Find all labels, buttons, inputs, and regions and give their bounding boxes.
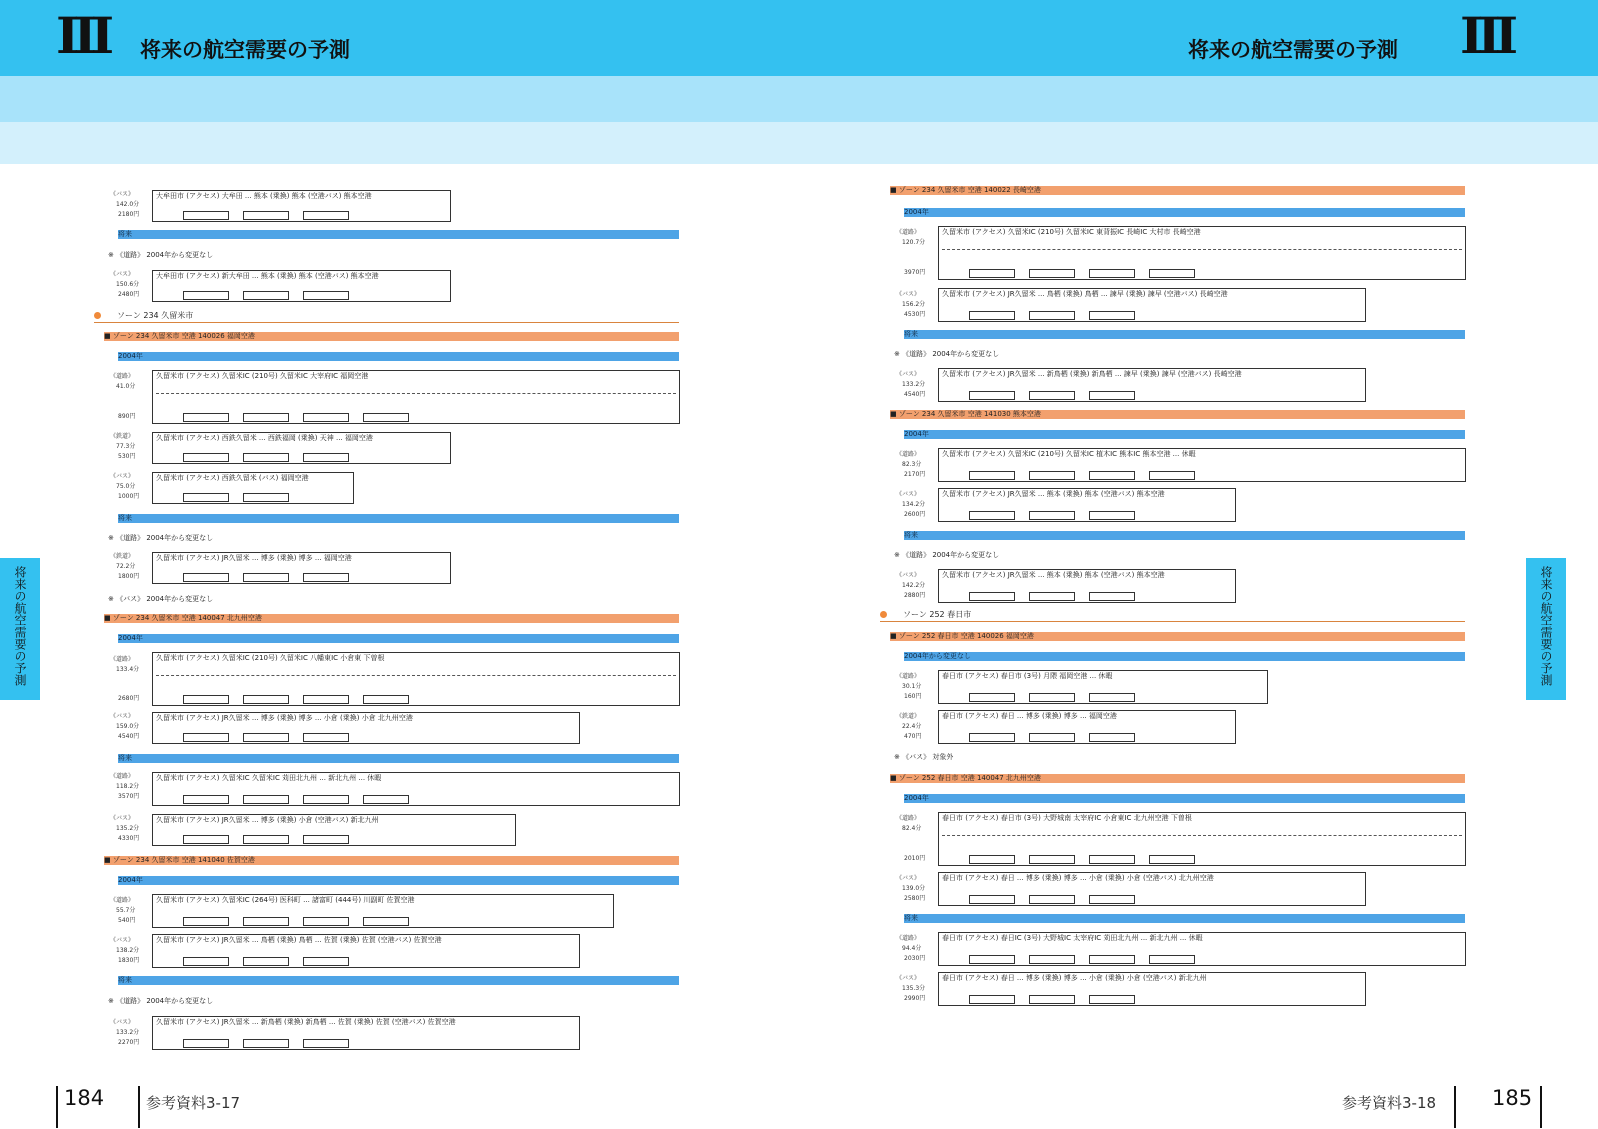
- route-cost: 1830円: [118, 957, 140, 964]
- route-text: 春日市 (アクセス) 春日市 (3号) 月隈 福岡空港 ... 休暇: [942, 672, 1113, 680]
- section-bar-blue: 将来: [118, 230, 679, 239]
- zone-label: ソーン 234 久留米市: [117, 311, 194, 320]
- route-box: [152, 190, 451, 222]
- route-divider: [942, 835, 1462, 836]
- route-mode: 《バス》: [110, 1019, 135, 1026]
- route-text: 久留米市 (アクセス) JR久留米 ... 熊本 (乗換) 熊本 (空港バス) 熊本空港: [942, 571, 1165, 579]
- route-box: [152, 270, 451, 302]
- route-cells: [969, 391, 1135, 399]
- section-bar-orange: ■ ゾーン 234 久留米市 空港 140047 北九州空港: [104, 614, 679, 623]
- route-cells: [183, 695, 409, 703]
- route-cells: [969, 311, 1135, 319]
- route-cells: [183, 493, 289, 501]
- section-bar-orange: ■ ゾーン 252 春日市 空港 140047 北九州空港: [890, 774, 1465, 783]
- route-text: 久留米市 (アクセス) 久留米IC (210号) 久留米IC 大宰府IC 福岡空港: [156, 372, 369, 380]
- section-bar-blue: 2004年: [904, 430, 1465, 439]
- route-box: [152, 1016, 580, 1050]
- footer-rule-right: [1454, 1086, 1456, 1128]
- route-text: 春日市 (アクセス) 春日IC (3号) 大野城IC 太宰府IC 苅田北九州 ... 新北九州 ... 休暇: [942, 934, 1203, 942]
- route-cost: 4330円: [118, 835, 140, 842]
- route-box: [938, 932, 1466, 966]
- route-cost: 2030円: [904, 955, 926, 962]
- section-bar-blue: 将来: [118, 754, 679, 763]
- route-mode: 《道路》: [896, 935, 921, 942]
- route-text: 久留米市 (アクセス) 久留米IC (210号) 久留米IC 植木IC 熊本IC 熊本空港 ... 休暇: [942, 450, 1196, 458]
- section-bar-blue: 将来: [118, 976, 679, 985]
- route-time: 133.2分: [116, 1029, 140, 1036]
- zone-bullet-icon: [880, 611, 887, 618]
- route-cells: [969, 733, 1135, 741]
- route-cost: 4540円: [904, 391, 926, 398]
- section-bar-blue: 2004年: [904, 794, 1465, 803]
- route-cost: 470円: [904, 733, 922, 740]
- page-title-right: 将来の航空需要の予測: [1188, 38, 1398, 62]
- route-time: 55.7分: [116, 907, 136, 914]
- zone-bullet-icon: [94, 312, 101, 319]
- section-bar-orange: ■ ゾーン 234 久留米市 空港 140022 長崎空港: [890, 186, 1465, 195]
- route-box: [938, 368, 1366, 402]
- route-time: 139.0分: [902, 885, 926, 892]
- header-subband-light: [0, 122, 1598, 164]
- route-cost: 2170円: [904, 471, 926, 478]
- route-text: 久留米市 (アクセス) 久留米IC (210号) 久留米IC 東背振IC 長崎IC 大村市 長崎空港: [942, 228, 1201, 236]
- route-text: 久留米市 (アクセス) JR久留米 ... 新鳥栖 (乗換) 新鳥栖 ... 佐賀 (乗換) 佐賀 (空港バス) 佐賀空港: [156, 1018, 456, 1026]
- route-text: 春日市 (アクセス) 春日市 (3号) 大野城南 太宰府IC 小倉東IC 北九州空港 下曽根: [942, 814, 1192, 822]
- route-box: [938, 812, 1466, 866]
- route-mode: 《バス》: [896, 975, 921, 982]
- route-box: [938, 488, 1236, 522]
- route-time: 41.0分: [116, 383, 136, 390]
- section-bar-blue: 2004年: [118, 876, 679, 885]
- route-mode: 《道路》: [110, 656, 135, 663]
- route-cells: [183, 211, 349, 219]
- route-text: 久留米市 (アクセス) 西鉄久留米 ... 西鉄福岡 (乗換) 天神 ... 福岡空港: [156, 434, 373, 442]
- route-time: 72.2分: [116, 563, 136, 570]
- route-cost: 530円: [118, 453, 136, 460]
- route-cells: [183, 1039, 349, 1047]
- route-box: [938, 288, 1366, 322]
- route-divider: [156, 393, 676, 394]
- route-box: [152, 934, 580, 968]
- route-time: 120.7分: [902, 239, 926, 246]
- route-cost: 2010円: [904, 855, 926, 862]
- route-mode: 《バス》: [896, 291, 921, 298]
- note-text: ※ 《道路》 2004年から変更なし: [894, 551, 1000, 559]
- route-cost: 2880円: [904, 592, 926, 599]
- route-cost: 1800円: [118, 573, 140, 580]
- section-bar-blue: 2004年: [118, 634, 679, 643]
- route-box: [152, 472, 354, 504]
- route-text: 大牟田市 (アクセス) 新大牟田 ... 熊本 (乗換) 熊本 (空港バス) 熊本空港: [156, 272, 379, 280]
- route-mode: 《バス》: [110, 937, 135, 944]
- route-text: 久留米市 (アクセス) 久留米IC (210号) 久留米IC 八幡東IC 小倉東 下曽根: [156, 654, 385, 662]
- route-mode: 《バス》: [110, 271, 135, 278]
- route-time: 77.3分: [116, 443, 136, 450]
- header-subband: [0, 76, 1598, 122]
- route-mode: 《バス》: [110, 191, 135, 198]
- route-cells: [969, 955, 1195, 963]
- section-bar-blue: 将来: [118, 514, 679, 523]
- footer-rule-left: [56, 1086, 58, 1128]
- note-text: ※ 《道路》 2004年から変更なし: [108, 251, 214, 259]
- zone-rule: [880, 621, 1465, 622]
- note-text: ※ 《道路》 2004年から変更なし: [108, 997, 214, 1005]
- section-bar-blue: 将来: [904, 914, 1465, 923]
- route-box: [938, 670, 1268, 704]
- route-text: 久留米市 (アクセス) JR久留米 ... 熊本 (乗換) 熊本 (空港バス) 熊本空港: [942, 490, 1165, 498]
- section-bar-orange: ■ ゾーン 234 久留米市 空港 141030 熊本空港: [890, 410, 1465, 419]
- route-text: 久留米市 (アクセス) JR久留米 ... 博多 (乗換) 博多 ... 小倉 (乗換) 小倉 北九州空港: [156, 714, 413, 722]
- route-cells: [183, 917, 409, 925]
- route-box: [152, 772, 680, 806]
- route-time: 22.4分: [902, 723, 922, 730]
- route-cells: [969, 592, 1135, 600]
- route-cost: 2180円: [118, 211, 140, 218]
- route-box: [152, 894, 614, 928]
- route-cells: [183, 957, 349, 965]
- route-text: 大牟田市 (アクセス) 大牟田 ... 熊本 (乗換) 熊本 (空港バス) 熊本空港: [156, 192, 372, 200]
- route-cells: [183, 573, 349, 581]
- route-cells: [969, 511, 1135, 519]
- route-time: 94.4分: [902, 945, 922, 952]
- route-text: 久留米市 (アクセス) 西鉄久留米 (バス) 福岡空港: [156, 474, 309, 482]
- zone-label: ソーン 252 春日市: [903, 610, 972, 619]
- route-cost: 2580円: [904, 895, 926, 902]
- route-box: [152, 712, 580, 744]
- route-cost: 2480円: [118, 291, 140, 298]
- route-box: [152, 370, 680, 424]
- page-number-left: 184: [64, 1086, 105, 1110]
- route-text: 春日市 (アクセス) 春日 ... 博多 (乗換) 博多 ... 小倉 (乗換) 小倉 (空港バス) 新北九州: [942, 974, 1207, 982]
- route-mode: 《バス》: [896, 491, 921, 498]
- zone-heading: [880, 610, 971, 619]
- route-time: 82.4分: [902, 825, 922, 832]
- route-mode: 《鉄道》: [896, 713, 921, 720]
- route-box: [152, 432, 451, 464]
- route-time: 142.2分: [902, 582, 926, 589]
- route-time: 142.0分: [116, 201, 140, 208]
- page-title-left: 将来の航空需要の予測: [140, 38, 350, 62]
- route-time: 135.2分: [116, 825, 140, 832]
- route-cost: 3570円: [118, 793, 140, 800]
- route-mode: 《道路》: [110, 773, 135, 780]
- route-cells: [969, 895, 1135, 903]
- route-text: 久留米市 (アクセス) JR久留米 ... 鳥栖 (乗換) 鳥栖 ... 佐賀 (乗換) 佐賀 (空港バス) 佐賀空港: [156, 936, 442, 944]
- note-text: ※ 《バス》 対象外: [894, 753, 954, 761]
- route-cells: [969, 693, 1135, 701]
- route-cost: 890円: [118, 413, 136, 420]
- route-cells: [183, 795, 409, 803]
- route-box: [152, 552, 451, 584]
- route-box: [152, 652, 680, 706]
- route-mode: 《道路》: [896, 451, 921, 458]
- route-time: 133.4分: [116, 666, 140, 673]
- route-box: [152, 814, 516, 846]
- route-time: 30.1分: [902, 683, 922, 690]
- route-text: 春日市 (アクセス) 春日 ... 博多 (乗換) 博多 ... 福岡空港: [942, 712, 1117, 720]
- route-time: 159.0分: [116, 723, 140, 730]
- route-mode: 《道路》: [896, 229, 921, 236]
- section-bar-blue: 2004年から変更なし: [904, 652, 1465, 661]
- footer-rule-left-2: [138, 1086, 140, 1128]
- route-cost: 4530円: [904, 311, 926, 318]
- route-cost: 2270円: [118, 1039, 140, 1046]
- section-bar-blue: 将来: [904, 531, 1465, 540]
- route-time: 135.3分: [902, 985, 926, 992]
- route-text: 久留米市 (アクセス) JR久留米 ... 博多 (乗換) 博多 ... 福岡空港: [156, 554, 352, 562]
- route-mode: 《バス》: [896, 371, 921, 378]
- route-cells: [183, 291, 349, 299]
- route-text: 久留米市 (アクセス) 久留米IC 久留米IC 苅田北九州 ... 新北九州 ... 休暇: [156, 774, 382, 782]
- route-mode: 《道路》: [110, 373, 135, 380]
- section-bar-blue: 2004年: [118, 352, 679, 361]
- route-text: 久留米市 (アクセス) JR久留米 ... 博多 (乗換) 小倉 (空港バス) 新北九州: [156, 816, 379, 824]
- section-bar-blue: 将来: [904, 330, 1465, 339]
- chapter-numeral-right: III: [1460, 6, 1513, 65]
- route-time: 82.3分: [902, 461, 922, 468]
- reference-label-left: 参考資料3-17: [146, 1094, 241, 1112]
- route-divider: [942, 249, 1462, 250]
- note-text: ※ 《道路》 2004年から変更なし: [894, 350, 1000, 358]
- route-text: 久留米市 (アクセス) 久留米IC (264号) 医科町 ... 諸富町 (444号) 川副町 佐賀空港: [156, 896, 415, 904]
- route-cells: [183, 835, 349, 843]
- note-text: ※ 《バス》 2004年から変更なし: [108, 595, 214, 603]
- route-mode: 《道路》: [110, 897, 135, 904]
- route-cells: [969, 855, 1195, 863]
- route-divider: [156, 675, 676, 676]
- zone-rule: [94, 322, 679, 323]
- route-cells: [183, 453, 349, 461]
- route-mode: 《鉄道》: [110, 433, 135, 440]
- route-cost: 4540円: [118, 733, 140, 740]
- route-mode: 《鉄道》: [110, 553, 135, 560]
- reference-label-right: 参考資料3-18: [1342, 1094, 1437, 1112]
- route-time: 138.2分: [116, 947, 140, 954]
- route-cells: [183, 733, 349, 741]
- route-cost: 2680円: [118, 695, 140, 702]
- route-text: 久留米市 (アクセス) JR久留米 ... 新鳥栖 (乗換) 新鳥栖 ... 諫早 (乗換) 諫早 (空港バス) 長崎空港: [942, 370, 1242, 378]
- route-time: 133.2分: [902, 381, 926, 388]
- side-tab-right: [1526, 558, 1566, 700]
- section-bar-orange: ■ ゾーン 234 久留米市 空港 140026 福岡空港: [104, 332, 679, 341]
- route-time: 75.0分: [116, 483, 136, 490]
- side-tab-left: [0, 558, 40, 700]
- route-cost: 1000円: [118, 493, 140, 500]
- route-box: [938, 710, 1236, 744]
- route-cells: [969, 471, 1195, 479]
- route-mode: 《バス》: [110, 815, 135, 822]
- route-cells: [183, 413, 409, 421]
- route-text: 春日市 (アクセス) 春日 ... 博多 (乗換) 博多 ... 小倉 (乗換) 小倉 (空港バス) 北九州空港: [942, 874, 1214, 882]
- route-box: [938, 226, 1466, 280]
- page-number-right: 185: [1492, 1086, 1533, 1110]
- section-bar-orange: ■ ゾーン 252 春日市 空港 140026 福岡空港: [890, 632, 1465, 641]
- route-text: 久留米市 (アクセス) JR久留米 ... 鳥栖 (乗換) 鳥栖 ... 諫早 (乗換) 諫早 (空港バス) 長崎空港: [942, 290, 1228, 298]
- route-cells: [969, 995, 1135, 1003]
- route-mode: 《バス》: [110, 713, 135, 720]
- route-mode: 《バス》: [110, 473, 135, 480]
- route-time: 150.6分: [116, 281, 140, 288]
- footer-rule-right-2: [1540, 1086, 1542, 1128]
- route-box: [938, 872, 1366, 906]
- section-bar-orange: ■ ゾーン 234 久留米市 空港 141040 佐賀空港: [104, 856, 679, 865]
- route-cost: 540円: [118, 917, 136, 924]
- route-cost: 160円: [904, 693, 922, 700]
- section-bar-blue: 2004年: [904, 208, 1465, 217]
- route-cost: 2600円: [904, 511, 926, 518]
- route-time: 118.2分: [116, 783, 140, 790]
- route-mode: 《道路》: [896, 815, 921, 822]
- route-cost: 2990円: [904, 995, 926, 1002]
- note-text: ※ 《道路》 2004年から変更なし: [108, 534, 214, 542]
- route-time: 134.2分: [902, 501, 926, 508]
- route-mode: 《バス》: [896, 875, 921, 882]
- side-tab-right-label: 将来の航空需要の予測: [1539, 566, 1553, 686]
- route-cells: [969, 269, 1195, 277]
- route-time: 156.2分: [902, 301, 926, 308]
- route-mode: 《道路》: [896, 673, 921, 680]
- route-mode: 《バス》: [896, 572, 921, 579]
- route-box: [938, 569, 1236, 603]
- chapter-numeral-left: III: [56, 6, 109, 65]
- zone-heading: [94, 311, 193, 320]
- side-tab-left-label: 将来の航空需要の予測: [13, 566, 27, 686]
- route-cost: 3970円: [904, 269, 926, 276]
- route-box: [938, 448, 1466, 482]
- route-box: [938, 972, 1366, 1006]
